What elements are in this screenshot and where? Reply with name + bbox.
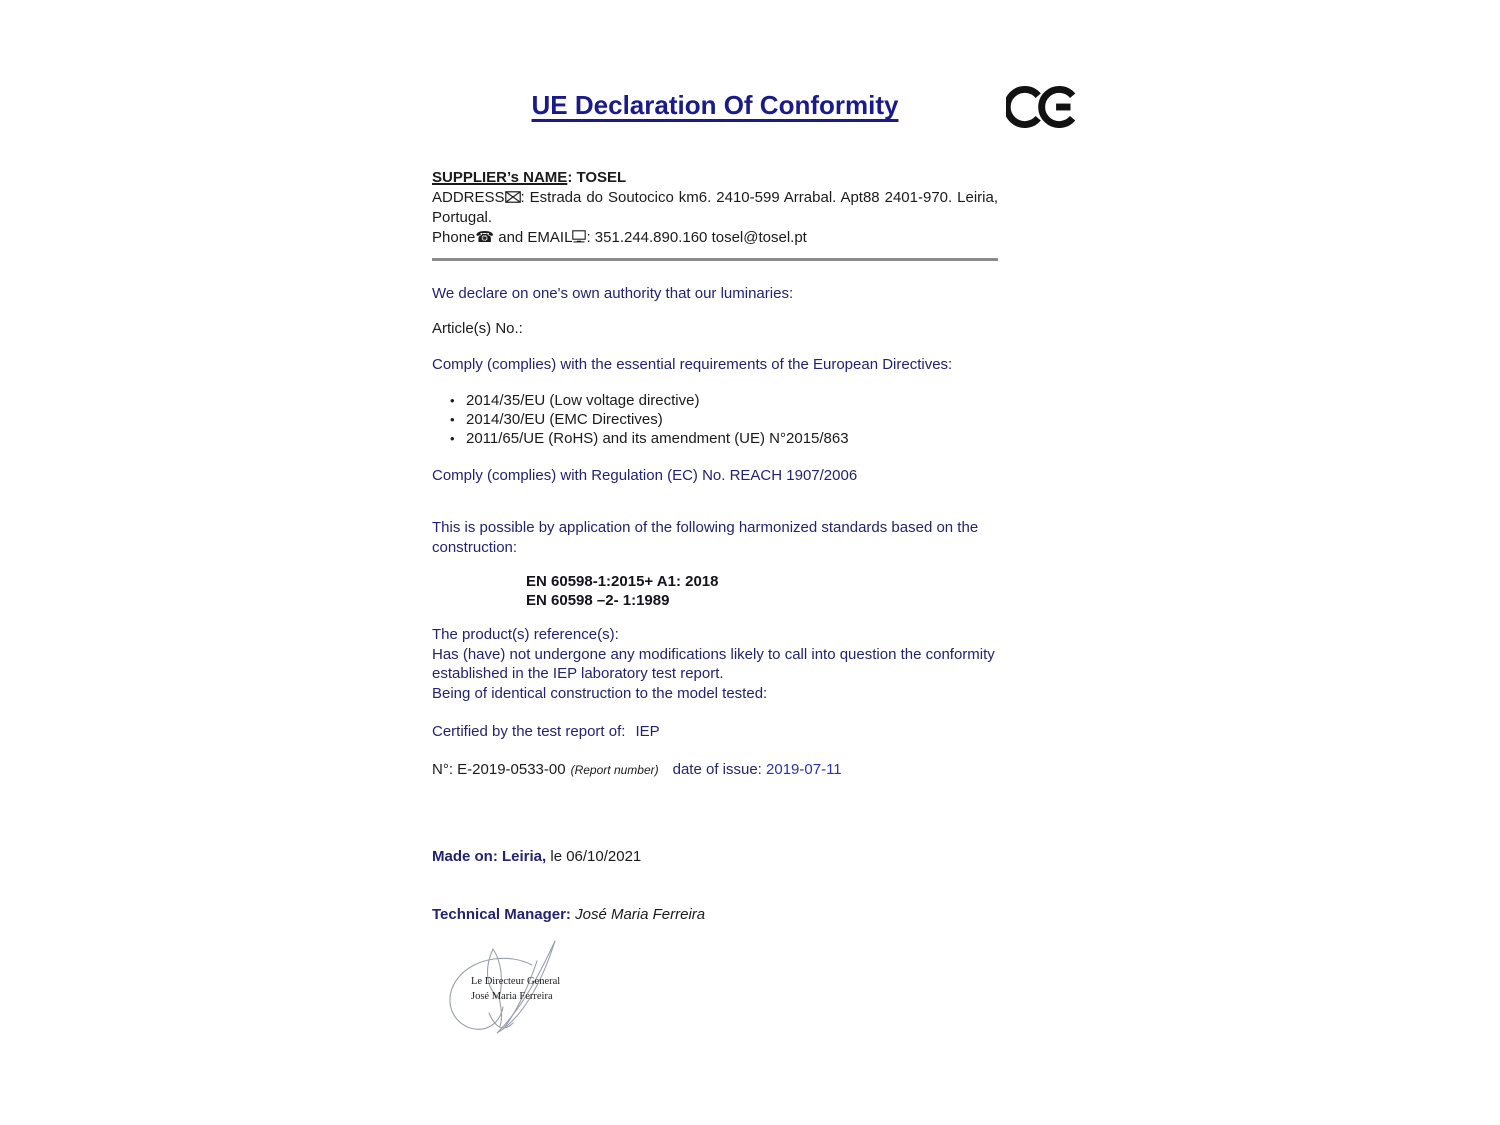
- standard-item: EN 60598-1:2015+ A1: 2018: [526, 573, 719, 590]
- supplier-address-line1: [432, 188, 998, 209]
- report-line: [432, 760, 998, 781]
- bullet-icon: •: [450, 412, 455, 427]
- certified-value: IEP: [635, 723, 660, 740]
- ce-mark-icon: [1006, 82, 1078, 136]
- envelope-icon: [505, 189, 521, 209]
- signature-text: [471, 975, 560, 1004]
- divider-rule: [432, 258, 998, 261]
- declaration-intro: We declare on one's own authority that our luminaries:: [432, 285, 794, 302]
- phone-label: Phone: [432, 228, 476, 246]
- report-number-note: (Report number): [570, 763, 659, 777]
- comply-directives-line: Comply (complies) with the essential requirements of the European Directives:: [432, 356, 953, 373]
- issue-date-value: 2019-07-11: [766, 761, 842, 778]
- page-title: [432, 88, 998, 122]
- directive-item: [432, 410, 998, 429]
- directives-list: [432, 391, 998, 448]
- made-on-date: le 06/10/2021: [546, 848, 642, 865]
- supplier-contact-line: [432, 228, 998, 249]
- product-line: established in the IEP laboratory test report.: [432, 665, 724, 682]
- supplier-name-value: : TOSEL: [567, 169, 627, 186]
- email-label: and EMAIL: [494, 228, 573, 246]
- contact-values: : 351.244.890.160 tosel@tosel.pt: [586, 228, 807, 246]
- address-value: : Estrada do Soutocico km6. 2410-599 Arrabal. Apt88 2401-970. Leiria,: [520, 188, 998, 206]
- product-line: The product(s) reference(s):: [432, 626, 619, 643]
- directive-text: 2011/65/UE (RoHS) and its amendment (UE) N°2015/863: [466, 430, 849, 447]
- signature-name: José Maria Ferreira: [471, 990, 553, 1002]
- directive-text: 2014/30/EU (EMC Directives): [466, 411, 663, 428]
- product-line: Being of identical construction to the model tested:: [432, 684, 768, 702]
- report-number: N°: E-2019-0533-00: [432, 761, 566, 778]
- made-on-line: [432, 847, 998, 867]
- harmonized-intro: [432, 518, 998, 557]
- made-on-label: Made on: Leiria,: [432, 848, 547, 865]
- directive-item: [432, 429, 998, 448]
- certified-label: Certified by the test report of:: [432, 723, 626, 740]
- address-label: ADDRESS: [432, 188, 505, 206]
- manager-label: Technical Manager:: [432, 906, 571, 923]
- certified-line: [432, 722, 998, 742]
- supplier-block: [432, 168, 998, 248]
- supplier-address-line2: Portugal.: [432, 209, 493, 226]
- product-reference-block: [432, 625, 998, 703]
- directive-item: [432, 391, 998, 410]
- product-line: Has (have) not undergone any modifications likely to call into question the conformity: [432, 645, 995, 663]
- comply-reach-line: Comply (complies) with Regulation (EC) No. REACH 1907/2006: [432, 467, 858, 484]
- supplier-name-label: SUPPLIER’s NAME: [432, 169, 568, 186]
- ce-mark-svg: [1006, 82, 1078, 132]
- bullet-icon: •: [450, 393, 455, 408]
- directive-text: 2014/35/EU (Low voltage directive): [466, 392, 700, 409]
- phone-icon: ☎: [475, 227, 495, 246]
- issue-date-label: date of issue:: [672, 761, 762, 778]
- page-title-text: UE Declaration Of Conformity: [531, 90, 899, 120]
- articles-line: Article(s) No.:: [432, 320, 523, 337]
- signature-stamp: [437, 933, 602, 1065]
- standard-item: EN 60598 –2- 1:1989: [526, 592, 670, 609]
- supplier-name-line: [432, 168, 998, 188]
- bullet-icon: •: [450, 431, 455, 446]
- computer-icon: [572, 229, 586, 249]
- standards-list: [432, 572, 998, 610]
- signature-title: Le Directeur General: [471, 976, 561, 987]
- harmonized-line: This is possible by application of the following harmonized standards based on the: [432, 519, 979, 536]
- harmonized-line: construction:: [432, 538, 518, 556]
- manager-name: José Maria Ferreira: [570, 906, 706, 923]
- technical-manager-line: [432, 905, 998, 925]
